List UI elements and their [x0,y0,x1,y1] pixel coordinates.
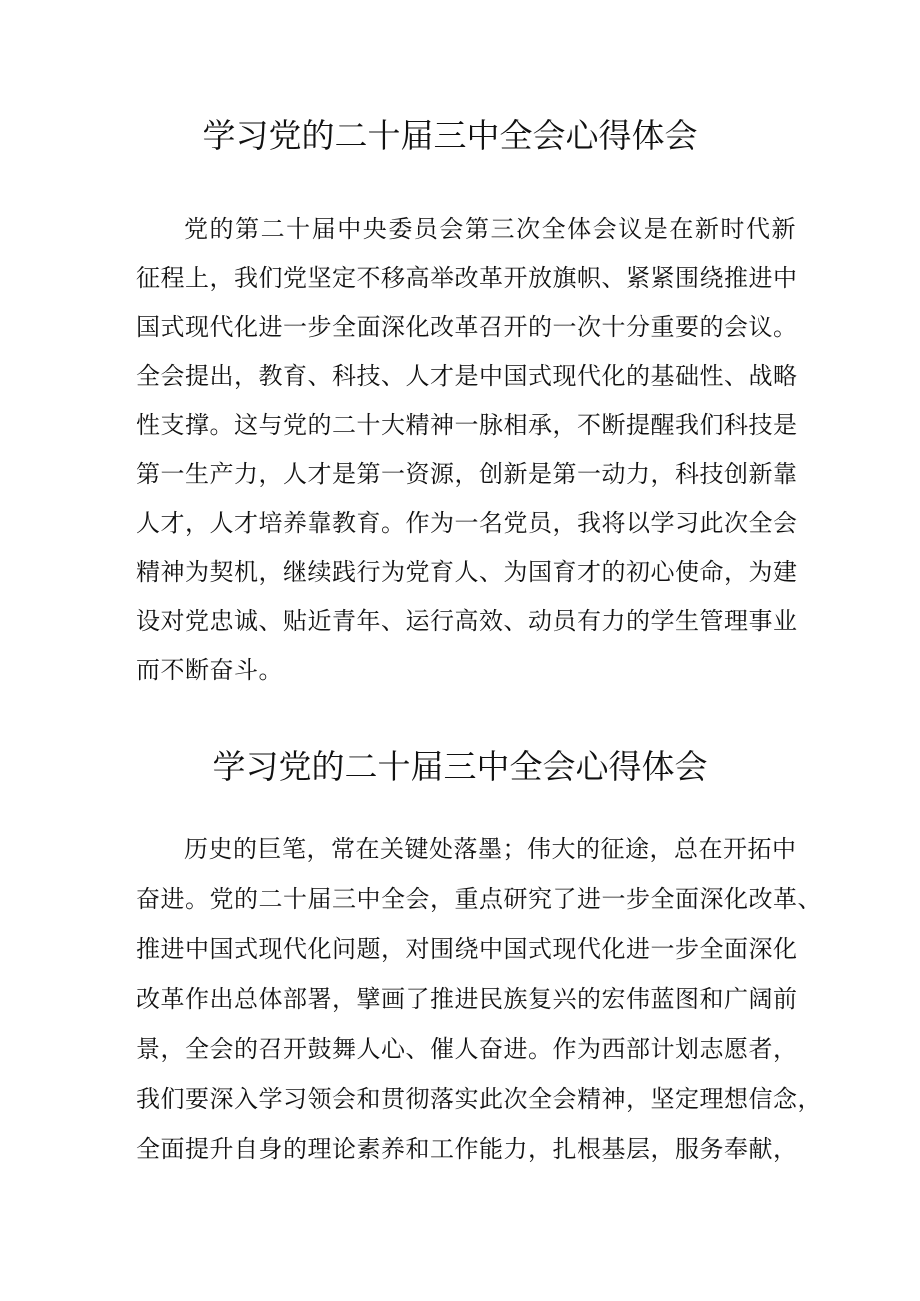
paragraph-line: 设对党忠诚、贴近青年、运行高效、动员有力的学生管理事业 [136,607,798,635]
paragraph-line: 党的第二十届中央委员会第三次全体会议是在新时代新 [184,215,796,243]
section-1-title: 学习党的二十届三中全会心得体会 [202,116,698,155]
paragraph-line: 国式现代化进一步全面深化改革召开的一次十分重要的会议。 [136,313,798,341]
paragraph-line: 景，全会的召开鼓舞人心、催人奋进。作为西部计划志愿者， [136,1035,798,1063]
paragraph-line: 精神为契机，继续践行为党育人、为国育才的初心使命，为建 [136,558,798,586]
paragraph-line: 我们要深入学习领会和贯彻落实此次全会精神，坚定理想信念， [136,1085,822,1113]
paragraph-line: 征程上，我们党坚定不移高举改革开放旗帜、紧紧围绕推进中 [136,264,798,292]
paragraph-line: 推进中国式现代化问题，对围绕中国式现代化进一步全面深化 [136,935,798,963]
section-2-paragraph [136,824,822,1174]
section-1-paragraph [136,205,796,695]
paragraph-line: 全会提出，教育、科技、人才是中国式现代化的基础性、战略 [136,362,798,390]
paragraph-line: 改革作出总体部署，擘画了推进民族复兴的宏伟蓝图和广阔前 [136,985,798,1013]
paragraph-line: 性支撑。这与党的二十大精神一脉相承，不断提醒我们科技是 [136,411,798,439]
paragraph-line: 历史的巨笔，常在关键处落墨；伟大的征途，总在开拓中 [184,835,797,863]
paragraph-line: 人才，人才培养靠教育。作为一名党员，我将以学习此次全会 [136,509,798,537]
paragraph-line: 奋进。党的二十届三中全会，重点研究了进一步全面深化改革、 [136,885,822,913]
section-2-title: 学习党的二十届三中全会心得体会 [212,747,708,786]
paragraph-line: 全面提升自身的理论素养和工作能力，扎根基层，服务奉献， [136,1135,798,1163]
paragraph-line: 第一生产力，人才是第一资源，创新是第一动力，科技创新靠 [136,460,798,488]
paragraph-line: 而不断奋斗。 [136,656,283,684]
